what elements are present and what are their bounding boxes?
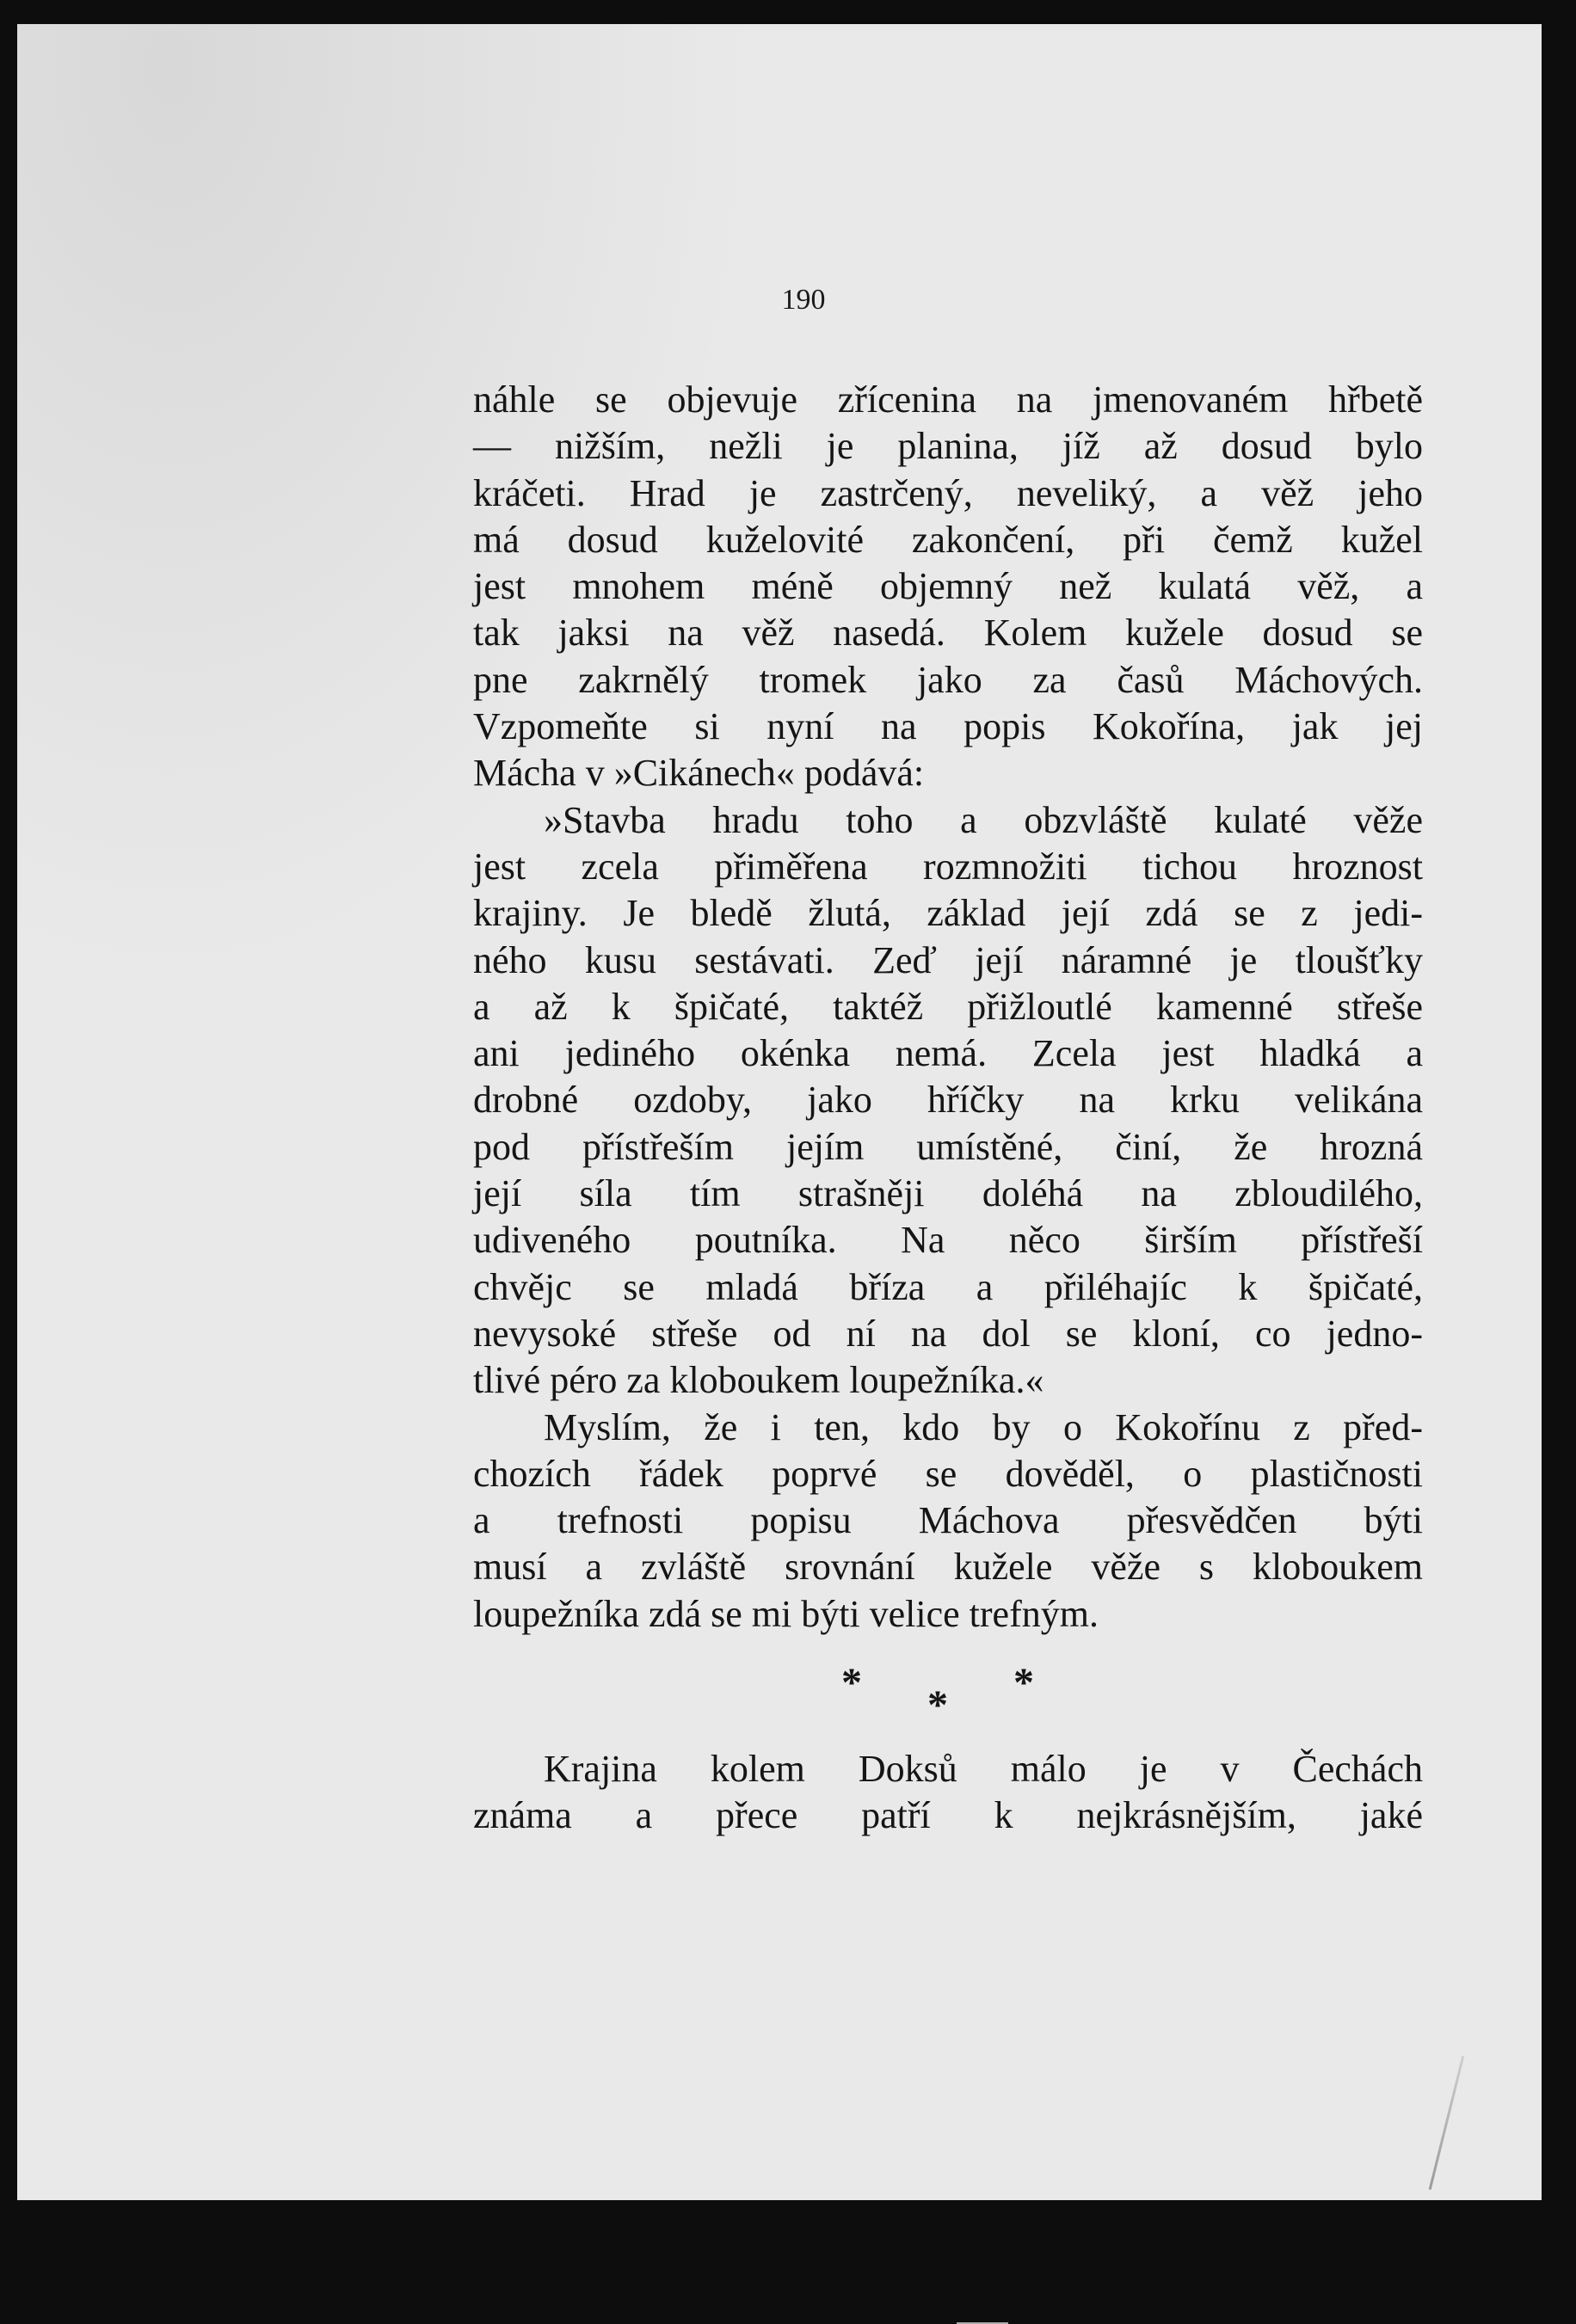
text-line: Mácha v »Cikánech« podává: <box>473 752 925 795</box>
text-line: Myslím, že i ten, kdo by o Kokořínu z před- <box>544 1405 1423 1448</box>
book-page <box>17 24 1542 2200</box>
text-line: »Stavba hradu toho a obzvláště kulaté věže <box>544 798 1423 841</box>
text-line: tak jaksi na věž nasedá. Kolem kužele dosud se <box>473 612 1423 655</box>
section-break <box>473 1653 1423 1746</box>
text-line: jest mnohem méně objemný než kulatá věž, a <box>473 565 1423 608</box>
text-line: tlivé péro za kloboukem loupežníka.« <box>473 1359 1044 1402</box>
asterisk: * <box>1013 1660 1034 1706</box>
paper-mark <box>1429 2056 1465 2190</box>
body-text <box>473 377 1423 1840</box>
asterisk: * <box>927 1682 948 1729</box>
text-line: Vzpomeňte si nyní na popis Kokořína, jak jej <box>473 705 1423 748</box>
asterisk: * <box>841 1660 862 1706</box>
text-line: pne zakrnělý tromek jako za časů Máchových. <box>473 658 1423 701</box>
text-line: a až k špičaté, taktéž přižloutlé kamenné střeše <box>473 985 1423 1028</box>
text-line: ani jediného okénka nemá. Zcela jest hladká a <box>473 1032 1423 1075</box>
text-line: pod přístřeším jejím umístěné, činí, že hrozná <box>473 1125 1423 1168</box>
page-number: 190 <box>781 284 826 316</box>
text-line: chvějc se mladá bříza a přiléhajíc k špičaté, <box>473 1265 1423 1308</box>
text-line: jest zcela přiměřena rozmnožiti tichou hroznost <box>473 845 1423 888</box>
text-line: musí a zvláště srovnání kužele věže s kloboukem <box>473 1546 1423 1589</box>
text-line: známa a přece patří k nejkrásnějším, jaké <box>473 1794 1423 1837</box>
text-line: loupežníka zdá se mi býti velice trefným. <box>473 1592 1099 1635</box>
text-line: drobné ozdoby, jako hříčky na krku velikána <box>473 1079 1423 1122</box>
text-line: nevysoké střeše od ní na dol se kloní, co jedno- <box>473 1312 1423 1355</box>
text-line: a trefnosti popisu Máchova přesvědčen býti <box>473 1499 1423 1542</box>
text-line: krajiny. Je bledě žlutá, základ její zdá se z jedi- <box>473 892 1423 935</box>
text-line: náhle se objevuje zřícenina na jmenovaném hřbetě <box>473 378 1423 421</box>
text-line: její síla tím strašněji doléhá na zbloudilého, <box>473 1172 1423 1215</box>
text-line: Krajina kolem Doksů málo je v Čechách <box>544 1748 1423 1791</box>
text-line: — nižším, nežli je planina, jíž až dosud bylo <box>473 425 1423 468</box>
text-line: kráčeti. Hrad je zastrčený, neveliký, a věž jeho <box>473 471 1423 514</box>
text-line: udiveného poutníka. Na něco širším přístřeší <box>473 1219 1423 1262</box>
text-line: ného kusu sestávati. Zeď její náramné je tloušťky <box>473 938 1423 981</box>
text-line: chozích řádek poprvé se dověděl, o plastičnosti <box>473 1452 1423 1495</box>
text-line: má dosud kuželovité zakončení, při čemž kužel <box>473 518 1423 561</box>
